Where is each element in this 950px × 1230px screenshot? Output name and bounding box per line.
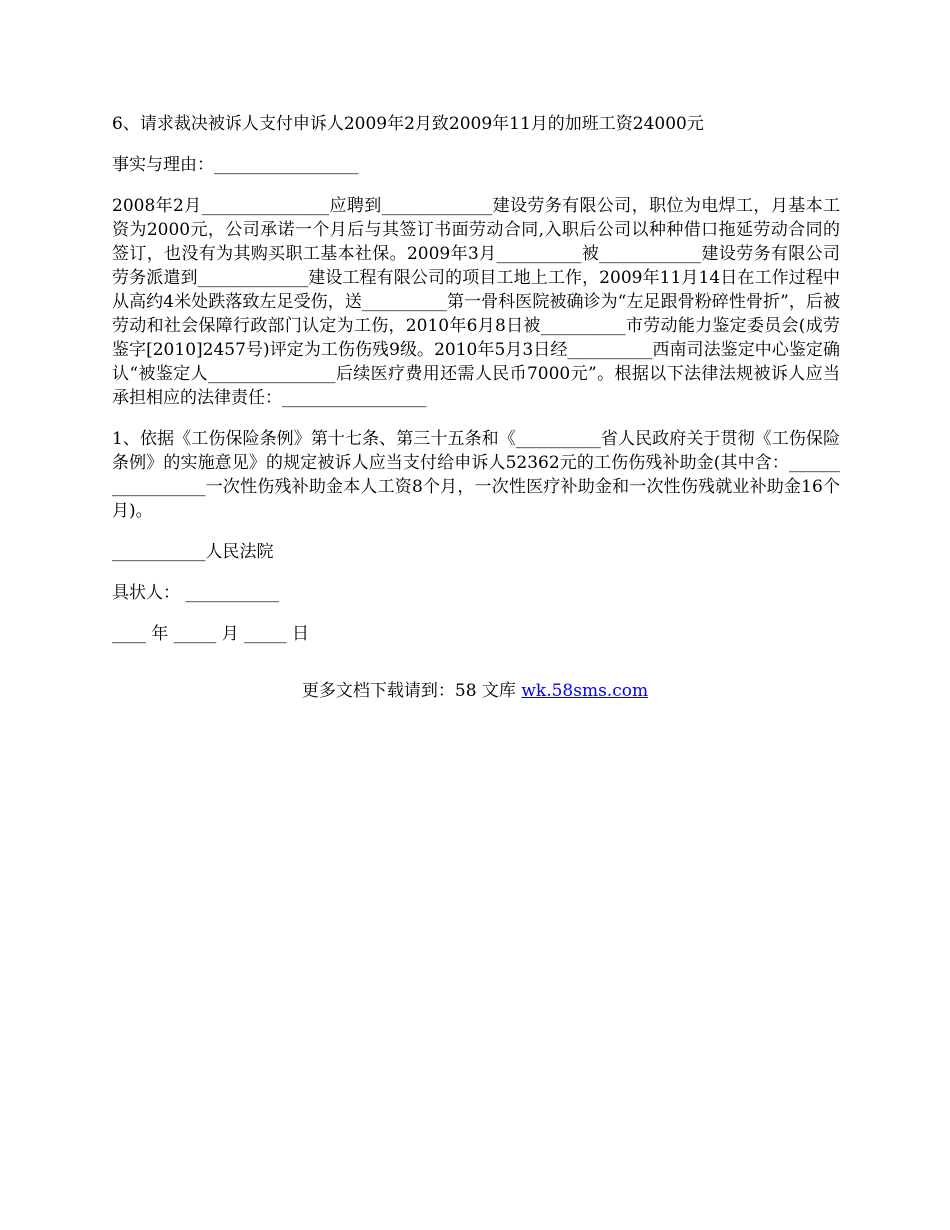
footer-link[interactable]: wk.58sms.com [521,681,649,701]
plaintiff-signature: 具状人： ___________ [112,583,279,603]
footer-prefix: 更多文档下载请到：58 文库 [301,681,522,701]
date-line: ____ 年 _____ 月 _____ 日 [112,624,310,644]
request-item-6: 6、请求裁决被诉人支付申诉人2009年2月致2009年11月的加班工资24000元 [112,114,704,134]
law-basis-1: 1、依据《工伤保险条例》第十七条、第三十五条和《__________省人民政府关于贯彻《工伤保险条例》的实施意见》的规定被诉人应当支付给申诉人52362元的工伤伤残补助金(其中含：_________________一次性伤残补助金本人工资8个月，一次性医疗补助金和一次性伤残就业补助金16个月)。 [112,429,840,521]
download-footer [0,679,950,703]
facts-body: 2008年2月_______________应聘到_____________建设劳务有限公司，职位为电焊工，月基本工资为2000元，公司承诺一个月后与其签订书面劳动合同,入职后公司以种种借口拖延劳动合同的签订，也没有为其购买职工基本社保。2009年3月__________被____________建设劳务有限公司劳务派遣到_____________建设工程有限公司的项目工地上工作，2009年11月14日在工作过程中从高约4米处跌落致左足受伤，送__________第一骨科医院被确诊为“左足跟骨粉碎性骨折”，后被劳动和社会保障行政部门认定为工伤，2010年6月8日被__________市劳动能力鉴定委员会(成劳鉴字[2010]2457号)评定为工伤伤残9级。2010年5月3日经__________西南司法鉴定中心鉴定确认“被鉴定人_______________后续医疗费用还需人民币7000元”。根据以下法律法规被诉人应当承担相应的法律责任：_________________ [112,196,840,408]
facts-heading: 事实与理由：_________________ [112,155,359,175]
court-name: ___________人民法院 [112,542,274,562]
document-page [112,112,840,663]
